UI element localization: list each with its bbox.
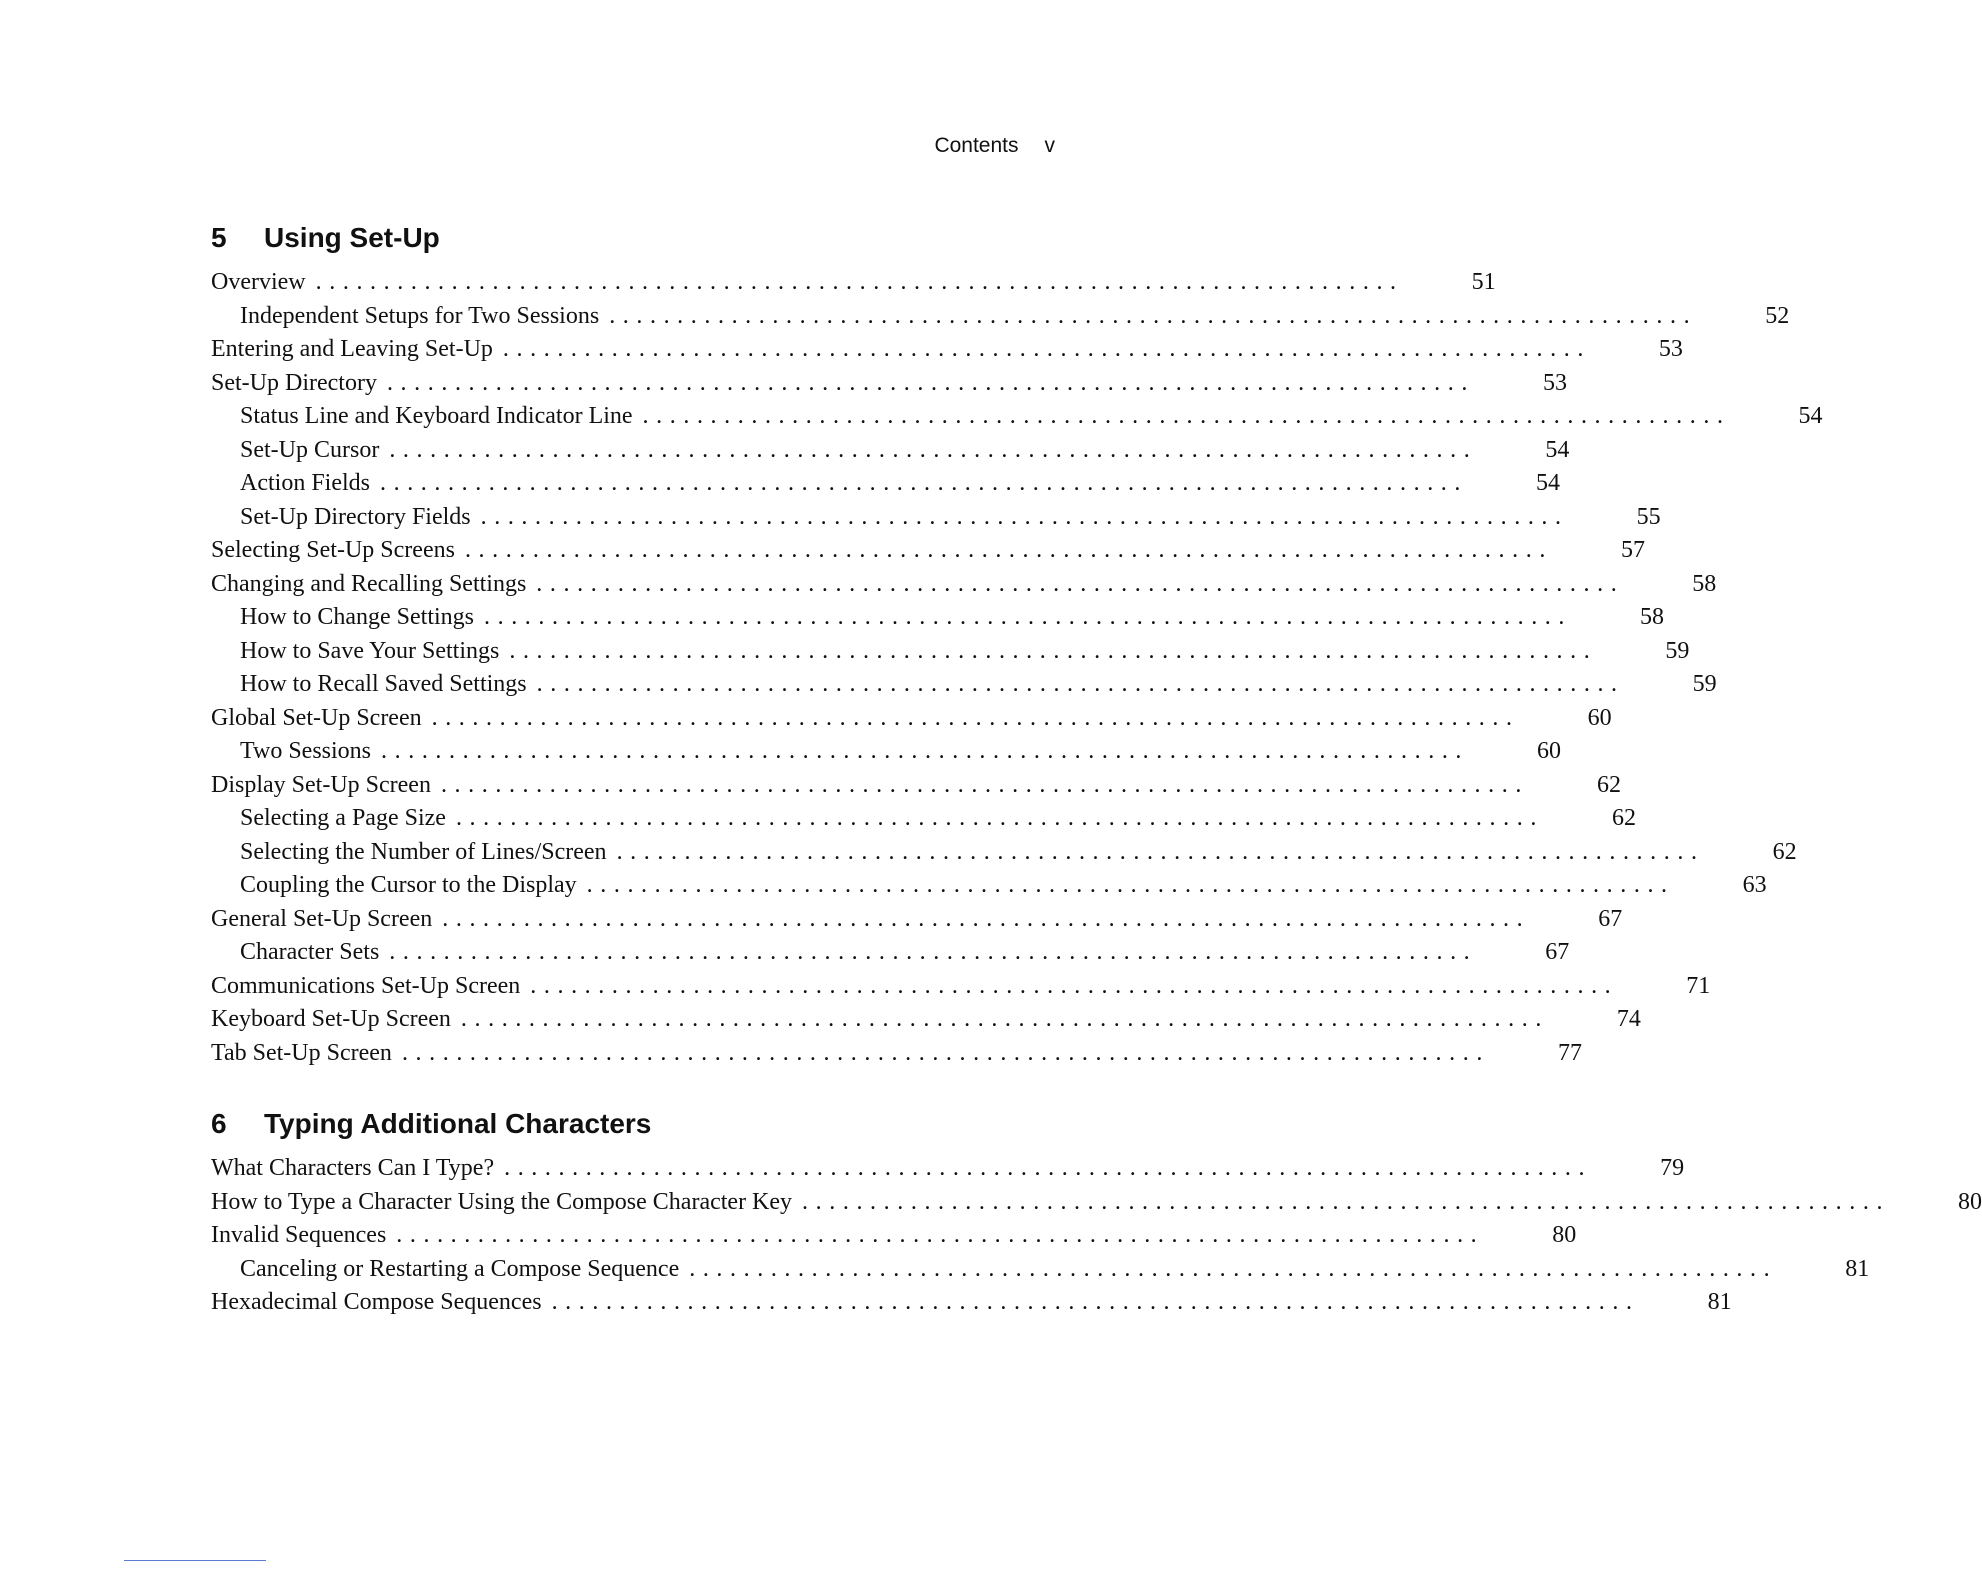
toc-entry-page: 67 — [1545, 939, 1570, 965]
dot-leader: ................................................................................ — [386, 369, 1475, 396]
toc-entry-page: 62 — [1611, 805, 1636, 831]
header-section-label: Contents — [934, 134, 1019, 157]
toc-entry[interactable] — [211, 802, 1636, 836]
chapter-number: 5 — [211, 222, 227, 253]
dot-leader: ................................................................................ — [401, 1039, 1490, 1066]
toc-entry[interactable] — [211, 1286, 1732, 1320]
toc-entry-title: Independent Setups for Two Sessions — [240, 302, 600, 329]
toc-entry-page: 81 — [1845, 1255, 1870, 1282]
toc-entry-page: 80 — [1958, 1188, 1982, 1215]
chapter-heading — [211, 222, 440, 254]
dot-leader: ................................................................................ — [380, 470, 1468, 496]
dot-leader: ................................................................................ — [381, 738, 1470, 764]
toc-entry-title: Selecting the Number of Lines/Screen — [240, 838, 607, 865]
toc-entry-page: 62 — [1596, 771, 1621, 798]
toc-entry-title: Changing and Recalling Settings — [211, 570, 527, 597]
toc-entry-page: 71 — [1686, 972, 1711, 999]
toc-entry-title: Character Sets — [240, 939, 380, 965]
toc-entry[interactable] — [211, 769, 1621, 803]
toc-entry[interactable] — [211, 1152, 1685, 1186]
toc-entry-title: Hexadecimal Compose Sequences — [211, 1289, 542, 1315]
dot-leader: ................................................................................ — [689, 1255, 1778, 1282]
toc-entry[interactable] — [211, 836, 1797, 870]
toc-entry[interactable] — [211, 735, 1562, 769]
dot-leader: ................................................................................ — [431, 704, 1520, 731]
dot-leader: ................................................................................ — [442, 905, 1531, 932]
dot-leader: ................................................................................ — [484, 604, 1572, 630]
toc-entry[interactable] — [211, 1037, 1582, 1071]
dot-leader: ................................................................................ — [642, 403, 1731, 429]
toc-entry-page: 62 — [1772, 838, 1797, 865]
toc-entry-title: Tab Set-Up Screen — [211, 1039, 392, 1066]
toc-entry-page: 79 — [1660, 1155, 1685, 1181]
chapter-number: 6 — [211, 1108, 227, 1139]
toc-entry[interactable] — [211, 300, 1790, 334]
chapter-title: Using Set-Up — [264, 222, 440, 253]
toc-entry-page: 59 — [1665, 637, 1690, 664]
toc-entry[interactable] — [211, 367, 1567, 401]
toc-entry-title: Keyboard Set-Up Screen — [211, 1006, 451, 1032]
toc-entry-page: 77 — [1557, 1039, 1582, 1066]
toc-entry-title: How to Save Your Settings — [240, 637, 500, 664]
dot-leader: ................................................................................ — [460, 1006, 1549, 1032]
dot-leader: ................................................................................ — [530, 972, 1619, 999]
toc-entry[interactable] — [211, 1253, 1870, 1287]
dot-leader: ................................................................................ — [464, 537, 1553, 563]
toc-entry[interactable] — [211, 869, 1767, 903]
toc-entry[interactable] — [211, 333, 1683, 367]
toc-entry[interactable] — [211, 668, 1717, 702]
toc-entry[interactable] — [211, 467, 1560, 501]
toc-entry-title: Action Fields — [240, 470, 370, 496]
toc-entry[interactable] — [211, 266, 1496, 300]
toc-entry-page: 54 — [1545, 436, 1570, 463]
dot-leader: ................................................................................ — [440, 771, 1529, 798]
toc-entry-title: How to Type a Character Using the Compose Character Key — [211, 1188, 793, 1215]
toc-entry-title: Set-Up Directory Fields — [240, 503, 471, 530]
toc-entry-title: Two Sessions — [240, 738, 372, 764]
toc-entry-page: 63 — [1742, 872, 1767, 898]
dot-leader: ................................................................................ — [609, 302, 1698, 329]
chapter-heading — [211, 1108, 651, 1140]
toc-entry[interactable] — [211, 635, 1690, 669]
toc-entry-title: What Characters Can I Type? — [211, 1155, 495, 1181]
toc-entry-page: 55 — [1636, 503, 1661, 530]
header-page-number: v — [1044, 134, 1055, 157]
toc-list — [211, 266, 1823, 1070]
toc-entry[interactable] — [211, 400, 1823, 434]
toc-entry-title: Display Set-Up Screen — [211, 771, 431, 798]
toc-entry-page: 52 — [1765, 302, 1790, 329]
toc-entry-page: 54 — [1536, 470, 1560, 496]
toc-entry-title: Communications Set-Up Screen — [211, 972, 521, 999]
dot-leader: ................................................................................ — [480, 503, 1569, 530]
toc-entry-title: Entering and Leaving Set-Up — [211, 336, 493, 362]
toc-entry-page: 81 — [1707, 1289, 1732, 1315]
toc-entry[interactable] — [211, 1219, 1577, 1253]
toc-entry[interactable] — [211, 534, 1645, 568]
dot-leader: ................................................................................ — [455, 805, 1544, 831]
toc-entry-title: Set-Up Cursor — [240, 436, 380, 463]
toc-entry[interactable] — [211, 903, 1623, 937]
dot-leader: ................................................................................ — [586, 872, 1675, 898]
toc-entry-page: 60 — [1537, 738, 1562, 764]
dot-leader: ................................................................................ — [616, 838, 1705, 865]
toc-entry-page: 67 — [1598, 905, 1623, 932]
toc-list — [211, 1152, 1982, 1320]
dot-leader: ................................................................................ — [536, 671, 1625, 697]
toc-entry-title: Set-Up Directory — [211, 369, 377, 396]
toc-entry-title: Selecting a Page Size — [240, 805, 446, 831]
toc-entry[interactable] — [211, 1186, 1982, 1220]
toc-entry-title: How to Change Settings — [240, 604, 474, 630]
toc-entry-title: Coupling the Cursor to the Display — [240, 872, 577, 898]
toc-entry-title: Canceling or Restarting a Compose Sequence — [240, 1255, 680, 1282]
toc-entry-page: 51 — [1471, 269, 1496, 295]
toc-entry-page: 53 — [1658, 336, 1683, 362]
toc-entry-title: Overview — [211, 269, 306, 295]
toc-entry-page: 53 — [1542, 369, 1567, 396]
toc-entry-page: 54 — [1798, 403, 1823, 429]
toc-entry-title: Global Set-Up Screen — [211, 704, 422, 731]
toc-entry-page: 58 — [1692, 570, 1717, 597]
toc-entry[interactable] — [211, 936, 1570, 970]
dot-leader: ................................................................................ — [536, 570, 1625, 597]
toc-entry[interactable] — [211, 434, 1570, 468]
toc-entry[interactable] — [211, 1003, 1641, 1037]
toc-entry-title: Selecting Set-Up Screens — [211, 537, 455, 563]
toc-entry[interactable] — [211, 501, 1661, 535]
toc-entry-page: 57 — [1620, 537, 1645, 563]
dot-leader: ................................................................................ — [502, 336, 1591, 362]
toc-entry-page: 80 — [1552, 1222, 1577, 1248]
toc-entry-title: How to Recall Saved Settings — [240, 671, 527, 697]
toc-entry-title: General Set-Up Screen — [211, 905, 433, 932]
toc-entry-page: 58 — [1640, 604, 1664, 630]
toc-entry-page: 59 — [1692, 671, 1717, 697]
dot-leader: ................................................................................ — [551, 1289, 1640, 1315]
dot-leader: ................................................................................ — [802, 1188, 1891, 1215]
toc-entry-title: Status Line and Keyboard Indicator Line — [240, 403, 633, 429]
toc-entry-title: Invalid Sequences — [211, 1222, 387, 1248]
dot-leader: ................................................................................ — [509, 637, 1598, 664]
dot-leader: ................................................................................ — [396, 1222, 1485, 1248]
toc-entry[interactable] — [211, 970, 1711, 1004]
toc-entry-page: 60 — [1587, 704, 1612, 731]
dot-leader: ................................................................................ — [389, 939, 1478, 965]
dot-leader: ................................................................................ — [315, 269, 1404, 295]
dot-leader: ................................................................................ — [504, 1155, 1593, 1181]
toc-entry[interactable] — [211, 601, 1664, 635]
toc-entry-page: 74 — [1616, 1006, 1641, 1032]
divider — [124, 1560, 266, 1561]
toc-entry[interactable] — [211, 702, 1612, 736]
toc-entry[interactable] — [211, 568, 1717, 602]
dot-leader: ................................................................................ — [389, 436, 1478, 463]
page-header — [934, 134, 1055, 158]
chapter-title: Typing Additional Characters — [264, 1108, 652, 1139]
